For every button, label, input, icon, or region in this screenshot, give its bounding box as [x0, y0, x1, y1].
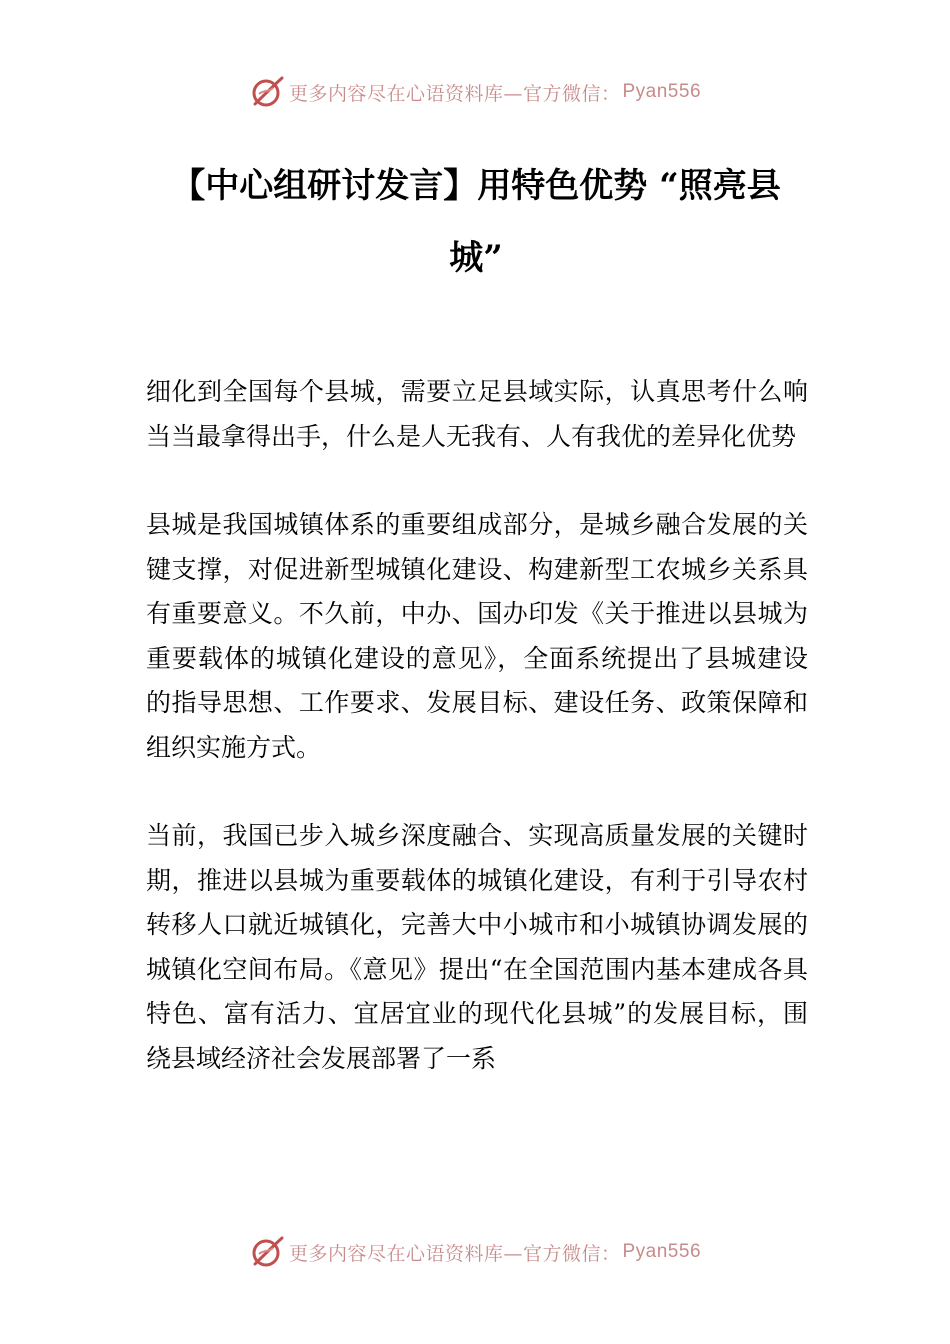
watermark-account: Pyan556: [622, 81, 702, 102]
watermark-account: Pyan556: [622, 1241, 702, 1262]
footer-watermark: [0, 1232, 950, 1272]
brush-logo-icon: [249, 1234, 285, 1270]
brush-logo-icon: [249, 74, 285, 110]
watermark-text: 更多内容尽在心语资料库—官方微信：: [288, 82, 621, 105]
header-watermark: [0, 72, 950, 112]
document-title: 【中心组研讨发言】用特色优势 “照亮县城”: [171, 166, 781, 278]
paragraph: 当前，我国已步入城乡深度融合、实现高质量发展的关键时期，推进以县城为重要载体的城镇化建设，有利于引导农村转移人口就近城镇化，完善大中小城市和小城镇协调发展的城镇化空间布局。《意见》提出“在全国范围内基本建成各具特色、富有活力、宜居宜业的现代化县城”的发展目标，围绕县域经济社会发展部署了一系: [146, 821, 808, 1073]
paragraph: 县城是我国城镇体系的重要组成部分，是城乡融合发展的关键支撑，对促进新型城镇化建设、构建新型工农城乡关系具有重要意义。不久前，中办、国办印发《关于推进以县城为重要载体的城镇化建设的意见》，全面系统提出了县城建设的指导思想、工作要求、发展目标、建设任务、政策保障和组织实施方式。: [146, 510, 808, 762]
paragraph: 细化到全国每个县城，需要立足县域实际，认真思考什么响当当最拿得出手，什么是人无我有、人有我优的差异化优势: [146, 377, 808, 451]
watermark-text: 更多内容尽在心语资料库—官方微信：: [288, 1242, 621, 1265]
document-body: [146, 370, 808, 1125]
